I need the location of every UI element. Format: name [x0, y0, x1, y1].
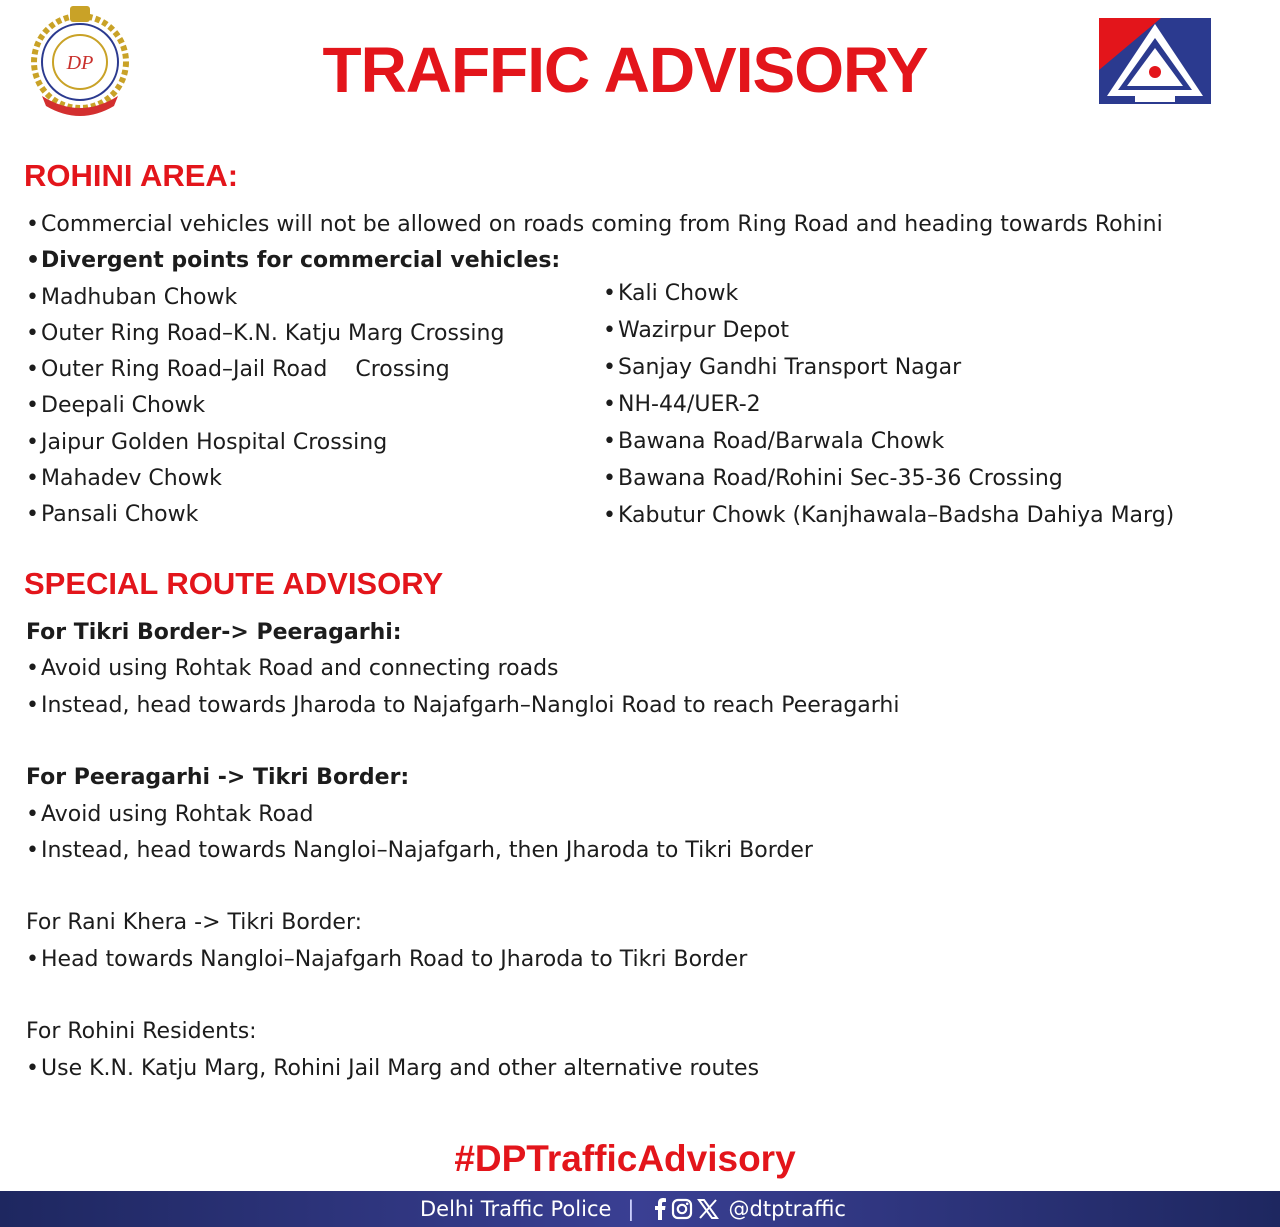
left-point-text: Jaipur Golden Hospital Crossing	[41, 430, 388, 455]
hashtag: #DPTrafficAdvisory	[454, 1138, 796, 1179]
list-item	[603, 353, 961, 383]
page-title: TRAFFIC ADVISORY	[322, 34, 928, 106]
list-item	[26, 428, 387, 458]
right-point-text: Wazirpur Depot	[618, 318, 790, 343]
bullet: •	[26, 321, 39, 346]
left-point-text: Madhuban Chowk	[41, 285, 238, 310]
bullet: •	[603, 429, 616, 454]
bullet: •	[26, 248, 41, 273]
right-point-text: Kabutur Chowk (Kanjhawala–Badsha Dahiya Marg)	[618, 503, 1175, 528]
bullet: •	[603, 281, 616, 306]
list-item	[26, 464, 222, 494]
bullet: •	[26, 502, 39, 527]
route-title: For Tikri Border-> Peeragarhi:	[26, 620, 402, 645]
right-point-text: Bawana Road/Rohini Sec-35-36 Crossing	[618, 466, 1063, 491]
list-item	[26, 836, 813, 866]
list-item	[603, 464, 1063, 494]
svg-text:DP: DP	[66, 52, 94, 74]
list-item	[26, 283, 237, 313]
route-item-text: Instead, head towards Nangloi–Najafgarh, then Jharoda to Tikri Border	[41, 838, 813, 863]
route-title: For Rohini Residents:	[26, 1019, 257, 1044]
bullet: •	[26, 947, 39, 972]
list-item	[26, 391, 205, 421]
bullet: •	[603, 318, 616, 343]
list-item	[26, 500, 198, 530]
bullet: •	[26, 1056, 39, 1081]
left-point-text: Mahadev Chowk	[41, 466, 222, 491]
route-title: For Peeragarhi -> Tikri Border:	[26, 765, 410, 790]
list-item	[26, 1054, 759, 1084]
list-item	[26, 945, 747, 975]
list-item	[603, 316, 789, 346]
route-item-text: Avoid using Rohtak Road	[41, 802, 314, 827]
bullet: •	[26, 802, 39, 827]
special-route-heading: SPECIAL ROUTE ADVISORY	[24, 566, 444, 601]
traffic-police-delhi-logo	[1099, 18, 1211, 104]
bullet: •	[26, 693, 39, 718]
instagram-icon[interactable]	[671, 1198, 693, 1220]
bullet: •	[603, 503, 616, 528]
rohini-intro-line	[26, 210, 1163, 240]
right-point-text: NH-44/UER-2	[618, 392, 761, 417]
list-item	[26, 355, 450, 385]
bullet: •	[603, 392, 616, 417]
list-item	[603, 427, 944, 457]
footer-handle[interactable]: @dtptraffic	[728, 1197, 846, 1221]
right-point-text: Kali Chowk	[618, 281, 739, 306]
list-item	[26, 654, 559, 684]
rohini-intro-text: Commercial vehicles will not be allowed on roads coming from Ring Road and heading towards Rohini	[41, 212, 1163, 237]
bullet: •	[26, 212, 39, 237]
bullet: •	[26, 430, 39, 455]
divergent-points-heading-text: Divergent points for commercial vehicles:	[41, 248, 561, 273]
route-title: For Rani Khera -> Tikri Border:	[26, 910, 363, 935]
bullet: •	[26, 656, 39, 681]
footer-bar	[0, 1191, 1280, 1227]
facebook-icon[interactable]	[653, 1198, 667, 1220]
left-point-text: Deepali Chowk	[41, 393, 206, 418]
footer-org: Delhi Traffic Police	[420, 1197, 612, 1221]
divergent-points-heading	[26, 246, 560, 276]
list-item	[603, 279, 738, 309]
list-item	[603, 390, 761, 420]
bullet: •	[26, 838, 39, 863]
footer-separator: |	[627, 1197, 635, 1221]
route-item-text: Use K.N. Katju Marg, Rohini Jail Marg and other alternative routes	[41, 1056, 760, 1081]
bullet: •	[26, 357, 39, 382]
rohini-area-heading: ROHINI AREA:	[24, 158, 239, 193]
route-item-text: Avoid using Rohtak Road and connecting roads	[41, 656, 559, 681]
route-item-text: Instead, head towards Jharoda to Najafgarh–Nangloi Road to reach Peeragarhi	[41, 693, 900, 718]
bullet: •	[603, 355, 616, 380]
x-icon[interactable]	[697, 1198, 719, 1220]
right-point-text: Bawana Road/Barwala Chowk	[618, 429, 945, 454]
route-item-text: Head towards Nangloi–Najafgarh Road to Jharoda to Tikri Border	[41, 947, 748, 972]
bullet: •	[26, 393, 39, 418]
footer-content	[420, 1191, 846, 1227]
list-item	[603, 501, 1174, 531]
list-item	[26, 319, 504, 349]
left-point-text: Outer Ring Road–K.N. Katju Marg Crossing	[41, 321, 505, 346]
bullet: •	[26, 285, 39, 310]
left-point-text: Pansali Chowk	[41, 502, 199, 527]
left-point-text: Outer Ring Road–Jail Road Crossing	[41, 357, 450, 382]
list-item	[26, 691, 899, 721]
list-item	[26, 800, 313, 830]
bullet: •	[26, 466, 39, 491]
bullet: •	[603, 466, 616, 491]
right-point-text: Sanjay Gandhi Transport Nagar	[618, 355, 962, 380]
